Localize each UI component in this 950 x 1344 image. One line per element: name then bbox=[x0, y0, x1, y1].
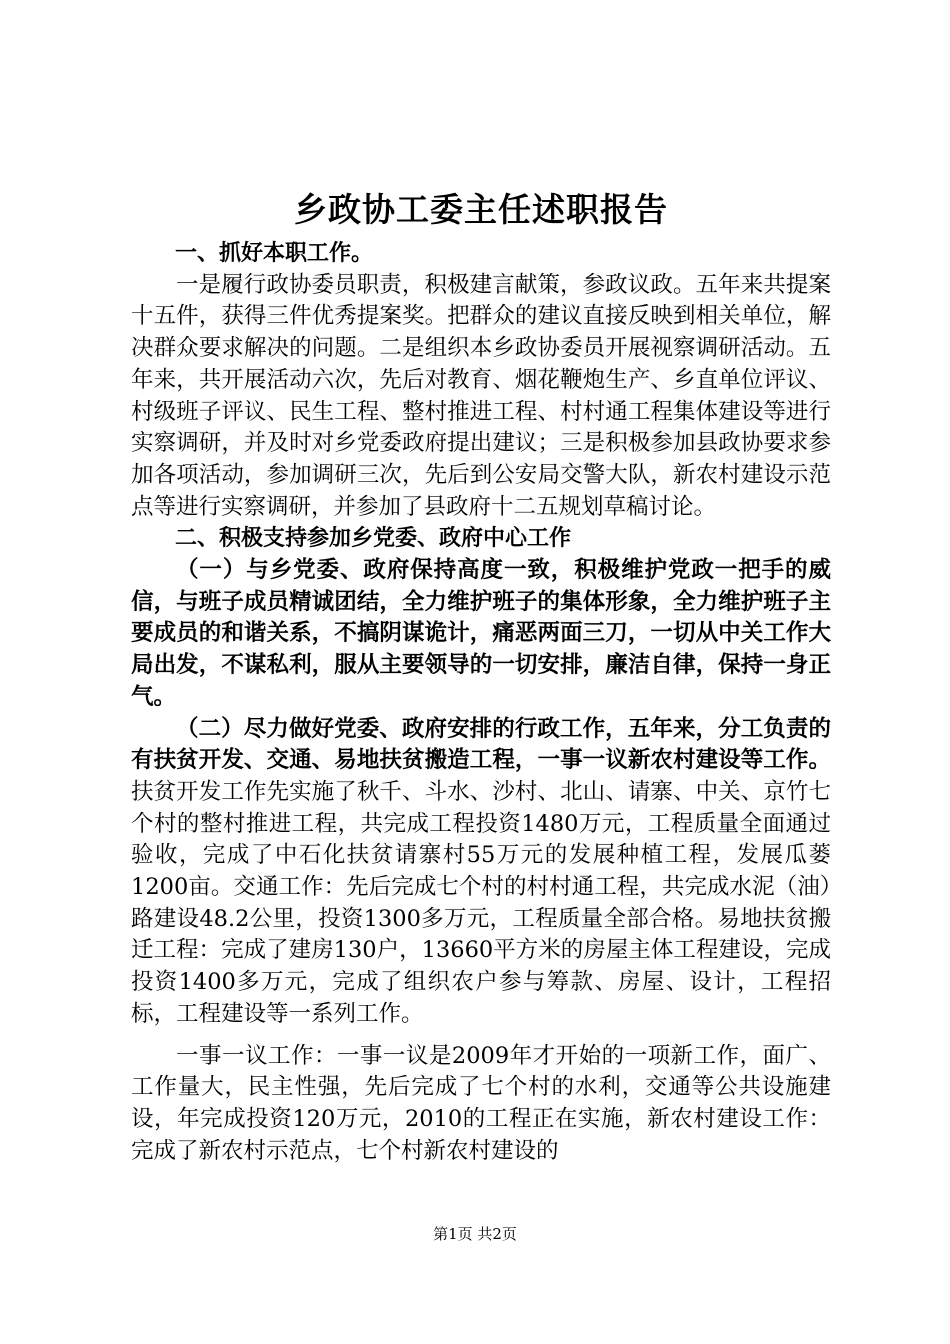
section2-item2-lead: （二）尽力做好党委、政府安排的行政工作，五年来，分工负责的有扶贫开发、交通、易地扶贫搬造工程，一事一议新农村建设等工作。 bbox=[131, 715, 831, 774]
section2-heading: 二、积极支持参加乡党委、政府中心工作 bbox=[175, 526, 572, 552]
document-title: 乡政协工委主任述职报告 bbox=[294, 190, 668, 229]
section2-item2-rest: 扶贫开发工作先实施了秋千、斗水、沙村、北山、请寨、中关、京竹七个村的整村推进工程，共完成工程投资1480万元，工程质量全面通过验收，完成了中石化扶贫请寨村55万元的发展种植工程，发展瓜蒌1200亩。交通工作：先后完成七个村的村村通工程，共完成水泥（油）路建设48.2公里，投资1300多万元，工程质量全部合格。易地扶贫搬迁工程：完成了建房130户，13660平方米的房屋主体工程建设，完成投资1400多万元，完成了组织农户参与筹款、房屋、设计，工程招标，工程建设等一系列工作。 bbox=[131, 778, 831, 1027]
section1-heading: 一、抓好本职工作。 bbox=[175, 241, 374, 266]
section1-body: 一是履行政协委员职责，积极建言献策，参政议政。五年来共提案十五件，获得三件优秀提案奖。把群众的建议直接反映到相关单位，解决群众要求解决的问题。二是组织本乡政协委员开展视察调研活动。五年来，共开展活动六次，先后对教育、烟花鞭炮生产、乡直单位评议、村级班子评议、民生工程、整村推进工程、村村通工程集体建设等进行实察调研，并及时对乡党委政府提出建议；三是积极参加县政协要求参加各项活动，参加调研三次，先后到公安局交警大队，新农村建设示范点等进行实察调研，并参加了县政府十二五规划草稿讨论。 bbox=[131, 271, 831, 520]
paragraph-gap bbox=[131, 1031, 831, 1041]
section2-item3: 一事一议工作：一事一议是2009年才开始的一项新工作，面广、工作量大，民主性强，先后完成了七个村的水利，交通等公共设施建设，年完成投资120万元，2010的工程正在实施，新农村建设工作：完成了新农村示范点，七个村新农村建设的 bbox=[131, 1042, 831, 1164]
document-body bbox=[131, 182, 831, 1167]
section2-item1: （一）与乡党委、政府保持高度一致，积极维护党政一把手的威信，与班子成员精诚团结，全力维护班子的集体形象，全力维护班子主要成员的和谐关系，不搞阴谋诡计，痛恶两面三刀，一切从中关工作大局出发，不谋私利，服从主要领导的一切安排，廉洁自律，保持一身正气。 bbox=[131, 557, 831, 710]
section2-item2 bbox=[131, 714, 831, 1031]
page-footer: 第1页 共2页 bbox=[433, 1225, 517, 1243]
